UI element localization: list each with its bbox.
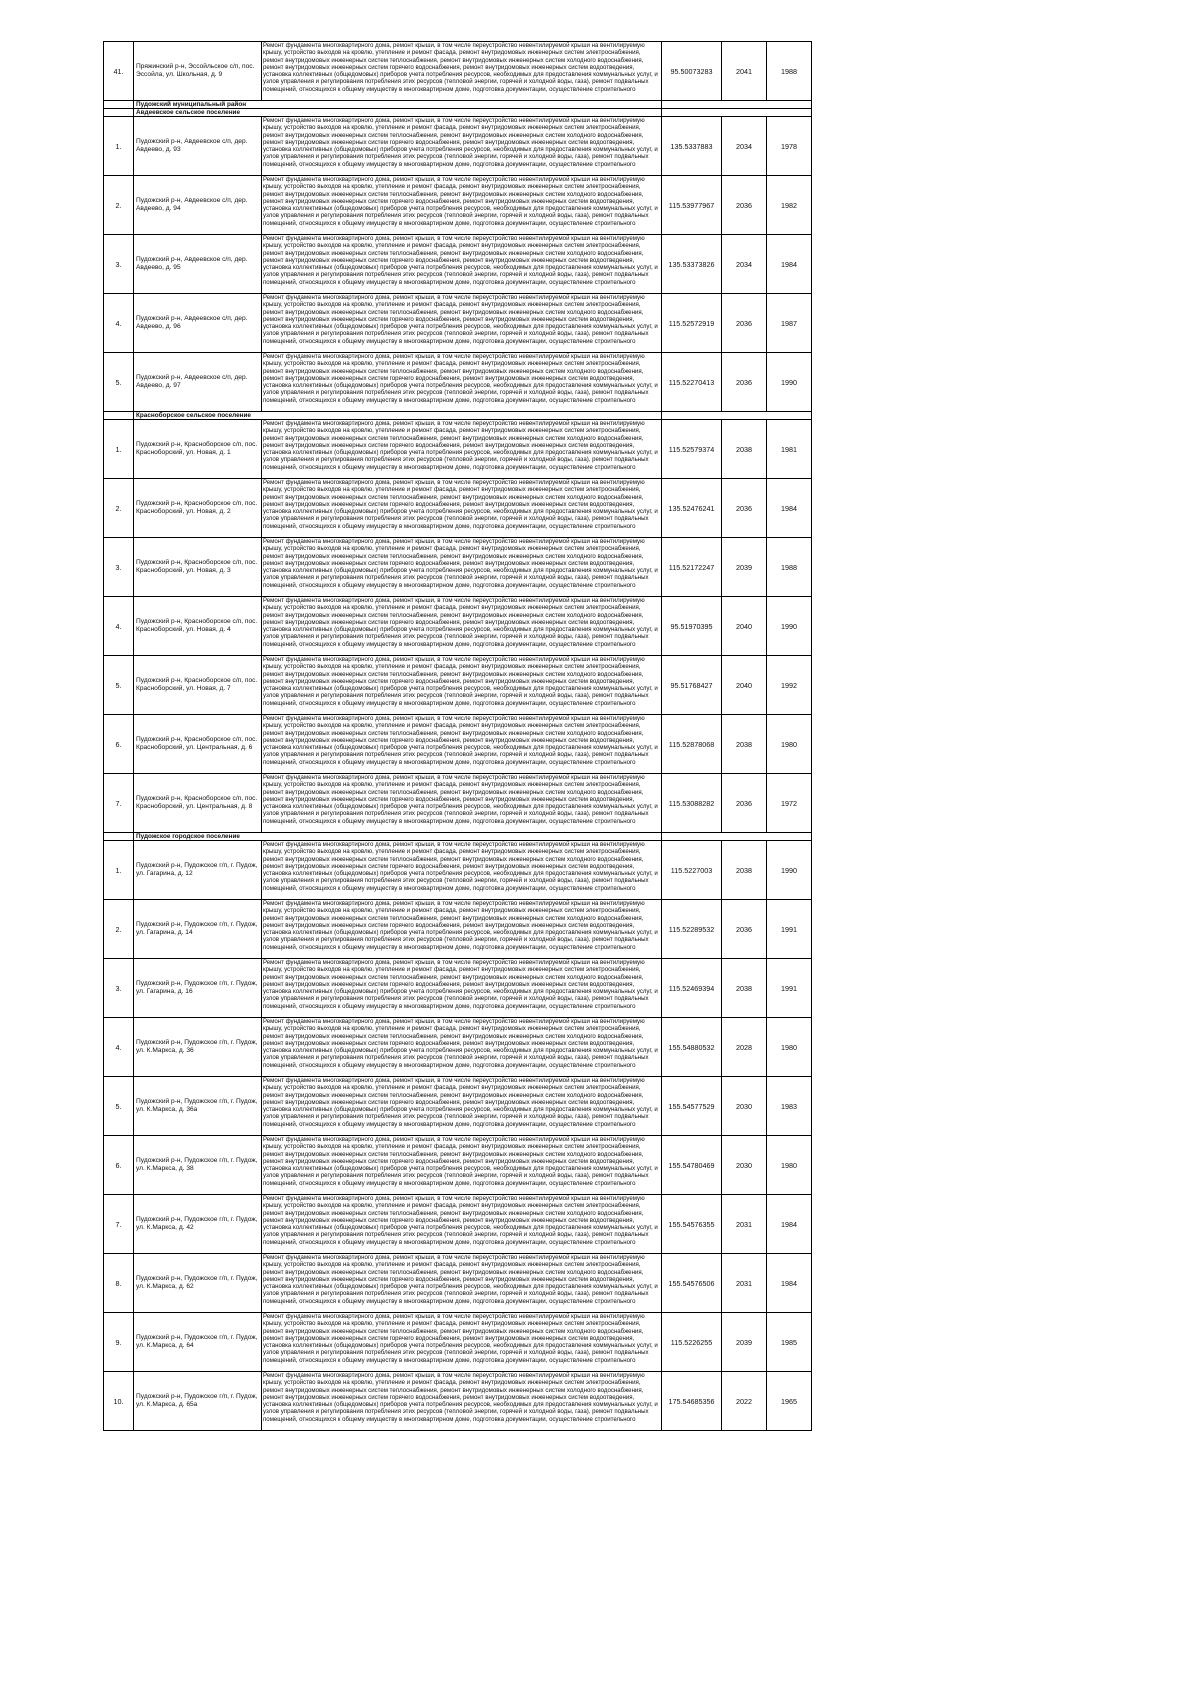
section-title: Пудожское городское поселение (134, 833, 662, 841)
planned-year-cell: 2036 (722, 294, 767, 353)
row-number: 6. (104, 715, 134, 774)
address-cell: Пудожский р-н, Красноборское с/п, пос. Красноборский, ул. Новая, д. 1 (134, 420, 262, 479)
address-cell: Пудожский р-н, Пудожское г/п, г. Пудож, ул. К.Маркса, д. 36а (134, 1077, 262, 1136)
table-row (104, 597, 812, 656)
section-header-row (104, 412, 812, 420)
planned-year-cell: 2041 (722, 42, 767, 101)
work-description-cell (262, 597, 662, 656)
build-year-cell: 1992 (767, 656, 812, 715)
build-year-cell: 1988 (767, 42, 812, 101)
table-row (104, 235, 812, 294)
work-description-text: Ремонт фундамента многоквартирного дома, ремонт крыши, в том числе переустройство невентилируемой крыши на вентилируемую крышу, устройство выходов на кровлю, утепление и ремонт фасада, ремонт внутридомовых инженерных систем электроснабжения, ремонт внутридомовых инженерных систем теплоснабжения, ремонт внутридомовых инженерных систем холодного водоснабжения, ремонт внутридомовых инженерных систем горячего водоснабжения, ремонт внутридомовых инженерных систем водоотведения, установка коллективных (общедомовых) приборов учета потребления ресурсов, необходимых для предоставления коммунальных услуг, и узлов управления и регулирования потребления этих ресурсов (тепловой энергии, горячей и холодной воды, газа), ремонт подвальных помещений, относящихся к общему имуществу в многоквартирном доме, подготовка документации, осуществление строительного (263, 1254, 658, 1305)
address-cell: Пудожский р-н, Авдеевское с/п, дер. Авдеево, д. 95 (134, 235, 262, 294)
work-description-cell (262, 1313, 662, 1372)
work-description-cell (262, 538, 662, 597)
address-cell: Пудожский р-н, Авдеевское с/п, дер. Авдеево, д. 96 (134, 294, 262, 353)
work-description-cell (262, 294, 662, 353)
address-cell: Пудожский р-н, Красноборское с/п, пос. Красноборский, ул. Центральная, д. 8 (134, 774, 262, 833)
work-description-text: Ремонт фундамента многоквартирного дома, ремонт крыши, в том числе переустройство невентилируемой крыши на вентилируемую крышу, устройство выходов на кровлю, утепление и ремонт фасада, ремонт внутридомовых инженерных систем электроснабжения, ремонт внутридомовых инженерных систем теплоснабжения, ремонт внутридомовых инженерных систем холодного водоснабжения, ремонт внутридомовых инженерных систем горячего водоснабжения, ремонт внутридомовых инженерных систем водоотведения, установка коллективных (общедомовых) приборов учета потребления ресурсов, необходимых для предоставления коммунальных услуг, и узлов управления и регулирования потребления этих ресурсов (тепловой энергии, горячей и холодной воды, газа), ремонт подвальных помещений, относящихся к общему имуществу в многоквартирном доме, подготовка документации, осуществление строительного (263, 715, 658, 766)
planned-year-cell: 2022 (722, 1372, 767, 1431)
row-number: 8. (104, 1254, 134, 1313)
planned-year-cell: 2038 (722, 959, 767, 1018)
cost-cell: 155.54577529 (662, 1077, 722, 1136)
section-header-spacer (104, 833, 134, 841)
section-header-filler (662, 109, 812, 117)
table-row (104, 294, 812, 353)
address-cell: Пудожский р-н, Красноборское с/п, пос. Красноборский, ул. Новая, д. 4 (134, 597, 262, 656)
cost-cell: 155.54780469 (662, 1136, 722, 1195)
build-year-cell: 1984 (767, 1254, 812, 1313)
address-cell: Пудожский р-н, Пудожское г/п, г. Пудож, ул. Гагарина, д. 12 (134, 841, 262, 900)
address-cell: Пудожский р-н, Пудожское г/п, г. Пудож, ул. Гагарина, д. 16 (134, 959, 262, 1018)
work-description-cell (262, 1372, 662, 1431)
section-header-spacer (104, 109, 134, 117)
row-number: 7. (104, 1195, 134, 1254)
build-year-cell: 1990 (767, 597, 812, 656)
section-header-filler (662, 833, 812, 841)
planned-year-cell: 2031 (722, 1254, 767, 1313)
row-number: 4. (104, 597, 134, 656)
section-header-spacer (104, 101, 134, 109)
table-row (104, 117, 812, 176)
work-description-cell (262, 1195, 662, 1254)
planned-year-cell: 2028 (722, 1018, 767, 1077)
row-number: 2. (104, 900, 134, 959)
table-row (104, 1195, 812, 1254)
work-description-cell (262, 900, 662, 959)
work-description-cell (262, 235, 662, 294)
planned-year-cell: 2040 (722, 597, 767, 656)
row-number: 3. (104, 235, 134, 294)
address-cell: Пудожский р-н, Авдеевское с/п, дер. Авдеево, д. 93 (134, 117, 262, 176)
planned-year-cell: 2030 (722, 1077, 767, 1136)
work-description-cell (262, 1254, 662, 1313)
planned-year-cell: 2034 (722, 235, 767, 294)
repair-schedule-table (103, 41, 812, 1431)
table-row (104, 841, 812, 900)
cost-cell: 115.53088282 (662, 774, 722, 833)
build-year-cell: 1983 (767, 1077, 812, 1136)
work-description-text: Ремонт фундамента многоквартирного дома, ремонт крыши, в том числе переустройство невентилируемой крыши на вентилируемую крышу, устройство выходов на кровлю, утепление и ремонт фасада, ремонт внутридомовых инженерных систем электроснабжения, ремонт внутридомовых инженерных систем теплоснабжения, ремонт внутридомовых инженерных систем холодного водоснабжения, ремонт внутридомовых инженерных систем горячего водоснабжения, ремонт внутридомовых инженерных систем водоотведения, установка коллективных (общедомовых) приборов учета потребления ресурсов, необходимых для предоставления коммунальных услуг, и узлов управления и регулирования потребления этих ресурсов (тепловой энергии, горячей и холодной воды, газа), ремонт подвальных помещений, относящихся к общему имуществу в многоквартирном доме, подготовка документации, осуществление строительного (263, 176, 658, 227)
build-year-cell: 1972 (767, 774, 812, 833)
cost-cell: 175.54685356 (662, 1372, 722, 1431)
planned-year-cell: 2038 (722, 420, 767, 479)
planned-year-cell: 2036 (722, 900, 767, 959)
table-row (104, 1077, 812, 1136)
work-description-cell (262, 42, 662, 101)
work-description-cell (262, 353, 662, 412)
table-row (104, 353, 812, 412)
row-number: 10. (104, 1372, 134, 1431)
section-title: Авдеевское сельское поселение (134, 109, 662, 117)
cost-cell: 115.52172247 (662, 538, 722, 597)
work-description-text: Ремонт фундамента многоквартирного дома, ремонт крыши, в том числе переустройство невентилируемой крыши на вентилируемую крышу, устройство выходов на кровлю, утепление и ремонт фасада, ремонт внутридомовых инженерных систем электроснабжения, ремонт внутридомовых инженерных систем теплоснабжения, ремонт внутридомовых инженерных систем холодного водоснабжения, ремонт внутридомовых инженерных систем горячего водоснабжения, ремонт внутридомовых инженерных систем водоотведения, установка коллективных (общедомовых) приборов учета потребления ресурсов, необходимых для предоставления коммунальных услуг, и узлов управления и регулирования потребления этих ресурсов (тепловой энергии, горячей и холодной воды, газа), ремонт подвальных помещений, относящихся к общему имуществу в многоквартирном доме, подготовка документации, осуществление строительного (263, 1372, 658, 1423)
build-year-cell: 1984 (767, 1195, 812, 1254)
address-cell: Пудожский р-н, Пудожское г/п, г. Пудож, ул. К.Маркса, д. 42 (134, 1195, 262, 1254)
work-description-cell (262, 117, 662, 176)
table-row (104, 42, 812, 101)
build-year-cell: 1984 (767, 235, 812, 294)
row-number: 5. (104, 353, 134, 412)
work-description-text: Ремонт фундамента многоквартирного дома, ремонт крыши, в том числе переустройство невентилируемой крыши на вентилируемую крышу, устройство выходов на кровлю, утепление и ремонт фасада, ремонт внутридомовых инженерных систем электроснабжения, ремонт внутридомовых инженерных систем теплоснабжения, ремонт внутридомовых инженерных систем холодного водоснабжения, ремонт внутридомовых инженерных систем горячего водоснабжения, ремонт внутридомовых инженерных систем водоотведения, установка коллективных (общедомовых) приборов учета потребления ресурсов, необходимых для предоставления коммунальных услуг, и узлов управления и регулирования потребления этих ресурсов (тепловой энергии, горячей и холодной воды, газа), ремонт подвальных помещений, относящихся к общему имуществу в многоквартирном доме, подготовка документации, осуществление строительного (263, 774, 658, 825)
table-row (104, 1372, 812, 1431)
planned-year-cell: 2039 (722, 538, 767, 597)
table-row (104, 420, 812, 479)
cost-cell: 115.52878068 (662, 715, 722, 774)
section-header-filler (662, 101, 812, 109)
row-number: 41. (104, 42, 134, 101)
address-cell: Пудожский р-н, Пудожское г/п, г. Пудож, ул. К.Маркса, д. 64 (134, 1313, 262, 1372)
planned-year-cell: 2038 (722, 715, 767, 774)
row-number: 1. (104, 117, 134, 176)
section-header-row (104, 101, 812, 109)
table-row (104, 1313, 812, 1372)
table-row (104, 538, 812, 597)
work-description-text: Ремонт фундамента многоквартирного дома, ремонт крыши, в том числе переустройство невентилируемой крыши на вентилируемую крышу, устройство выходов на кровлю, утепление и ремонт фасада, ремонт внутридомовых инженерных систем электроснабжения, ремонт внутридомовых инженерных систем теплоснабжения, ремонт внутридомовых инженерных систем холодного водоснабжения, ремонт внутридомовых инженерных систем горячего водоснабжения, ремонт внутридомовых инженерных систем водоотведения, установка коллективных (общедомовых) приборов учета потребления ресурсов, необходимых для предоставления коммунальных услуг, и узлов управления и регулирования потребления этих ресурсов (тепловой энергии, горячей и холодной воды, газа), ремонт подвальных помещений, относящихся к общему имуществу в многоквартирном доме, подготовка документации, осуществление строительного (263, 597, 658, 648)
work-description-cell (262, 176, 662, 235)
cost-cell: 115.52579374 (662, 420, 722, 479)
cost-cell: 115.52572919 (662, 294, 722, 353)
cost-cell: 95.50073283 (662, 42, 722, 101)
row-number: 3. (104, 959, 134, 1018)
work-description-text: Ремонт фундамента многоквартирного дома, ремонт крыши, в том числе переустройство невентилируемой крыши на вентилируемую крышу, устройство выходов на кровлю, утепление и ремонт фасада, ремонт внутридомовых инженерных систем электроснабжения, ремонт внутридомовых инженерных систем теплоснабжения, ремонт внутридомовых инженерных систем холодного водоснабжения, ремонт внутридомовых инженерных систем горячего водоснабжения, ремонт внутридомовых инженерных систем водоотведения, установка коллективных (общедомовых) приборов учета потребления ресурсов, необходимых для предоставления коммунальных услуг, и узлов управления и регулирования потребления этих ресурсов (тепловой энергии, горячей и холодной воды, газа), ремонт подвальных помещений, относящихся к общему имуществу в многоквартирном доме, подготовка документации, осуществление строительного (263, 656, 658, 707)
planned-year-cell: 2036 (722, 774, 767, 833)
cost-cell: 115.52270413 (662, 353, 722, 412)
row-number: 3. (104, 538, 134, 597)
work-description-text: Ремонт фундамента многоквартирного дома, ремонт крыши, в том числе переустройство невентилируемой крыши на вентилируемую крышу, устройство выходов на кровлю, утепление и ремонт фасада, ремонт внутридомовых инженерных систем электроснабжения, ремонт внутридомовых инженерных систем теплоснабжения, ремонт внутридомовых инженерных систем холодного водоснабжения, ремонт внутридомовых инженерных систем горячего водоснабжения, ремонт внутридомовых инженерных систем водоотведения, установка коллективных (общедомовых) приборов учета потребления ресурсов, необходимых для предоставления коммунальных услуг, и узлов управления и регулирования потребления этих ресурсов (тепловой энергии, горячей и холодной воды, газа), ремонт подвальных помещений, относящихся к общему имуществу в многоквартирном доме, подготовка документации, осуществление строительного (263, 841, 658, 892)
work-description-text: Ремонт фундамента многоквартирного дома, ремонт крыши, в том числе переустройство невентилируемой крыши на вентилируемую крышу, устройство выходов на кровлю, утепление и ремонт фасада, ремонт внутридомовых инженерных систем электроснабжения, ремонт внутридомовых инженерных систем теплоснабжения, ремонт внутридомовых инженерных систем холодного водоснабжения, ремонт внутридомовых инженерных систем горячего водоснабжения, ремонт внутридомовых инженерных систем водоотведения, установка коллективных (общедомовых) приборов учета потребления ресурсов, необходимых для предоставления коммунальных услуг, и узлов управления и регулирования потребления этих ресурсов (тепловой энергии, горячей и холодной воды, газа), ремонт подвальных помещений, относящихся к общему имуществу в многоквартирном доме, подготовка документации, осуществление строительного (263, 235, 658, 286)
work-description-text: Ремонт фундамента многоквартирного дома, ремонт крыши, в том числе переустройство невентилируемой крыши на вентилируемую крышу, устройство выходов на кровлю, утепление и ремонт фасада, ремонт внутридомовых инженерных систем электроснабжения, ремонт внутридомовых инженерных систем теплоснабжения, ремонт внутридомовых инженерных систем холодного водоснабжения, ремонт внутридомовых инженерных систем горячего водоснабжения, ремонт внутридомовых инженерных систем водоотведения, установка коллективных (общедомовых) приборов учета потребления ресурсов, необходимых для предоставления коммунальных услуг, и узлов управления и регулирования потребления этих ресурсов (тепловой энергии, горячей и холодной воды, газа), ремонт подвальных помещений, относящихся к общему имуществу в многоквартирном доме, подготовка документации, осуществление строительного (263, 1136, 658, 1187)
cost-cell: 135.5337883 (662, 117, 722, 176)
work-description-cell (262, 715, 662, 774)
work-description-text: Ремонт фундамента многоквартирного дома, ремонт крыши, в том числе переустройство невентилируемой крыши на вентилируемую крышу, устройство выходов на кровлю, утепление и ремонт фасада, ремонт внутридомовых инженерных систем электроснабжения, ремонт внутридомовых инженерных систем теплоснабжения, ремонт внутридомовых инженерных систем холодного водоснабжения, ремонт внутридомовых инженерных систем горячего водоснабжения, ремонт внутридомовых инженерных систем водоотведения, установка коллективных (общедомовых) приборов учета потребления ресурсов, необходимых для предоставления коммунальных услуг, и узлов управления и регулирования потребления этих ресурсов (тепловой энергии, горячей и холодной воды, газа), ремонт подвальных помещений, относящихся к общему имуществу в многоквартирном доме, подготовка документации, осуществление строительного (263, 42, 658, 93)
cost-cell: 115.52289532 (662, 900, 722, 959)
build-year-cell: 1981 (767, 420, 812, 479)
section-header-row (104, 833, 812, 841)
address-cell: Пудожский р-н, Красноборское с/п, пос. Красноборский, ул. Новая, д. 2 (134, 479, 262, 538)
work-description-text: Ремонт фундамента многоквартирного дома, ремонт крыши, в том числе переустройство невентилируемой крыши на вентилируемую крышу, устройство выходов на кровлю, утепление и ремонт фасада, ремонт внутридомовых инженерных систем электроснабжения, ремонт внутридомовых инженерных систем теплоснабжения, ремонт внутридомовых инженерных систем холодного водоснабжения, ремонт внутридомовых инженерных систем горячего водоснабжения, ремонт внутридомовых инженерных систем водоотведения, установка коллективных (общедомовых) приборов учета потребления ресурсов, необходимых для предоставления коммунальных услуг, и узлов управления и регулирования потребления этих ресурсов (тепловой энергии, горячей и холодной воды, газа), ремонт подвальных помещений, относящихся к общему имуществу в многоквартирном доме, подготовка документации, осуществление строительного (263, 1195, 658, 1246)
row-number: 6. (104, 1136, 134, 1195)
build-year-cell: 1987 (767, 294, 812, 353)
build-year-cell: 1982 (767, 176, 812, 235)
build-year-cell: 1991 (767, 959, 812, 1018)
cost-cell: 155.54576355 (662, 1195, 722, 1254)
address-cell: Пряжинский р-н, Эссойльское с/п, пос. Эссойла, ул. Школьная, д. 9 (134, 42, 262, 101)
planned-year-cell: 2030 (722, 1136, 767, 1195)
work-description-cell (262, 479, 662, 538)
work-description-text: Ремонт фундамента многоквартирного дома, ремонт крыши, в том числе переустройство невентилируемой крыши на вентилируемую крышу, устройство выходов на кровлю, утепление и ремонт фасада, ремонт внутридомовых инженерных систем электроснабжения, ремонт внутридомовых инженерных систем теплоснабжения, ремонт внутридомовых инженерных систем холодного водоснабжения, ремонт внутридомовых инженерных систем горячего водоснабжения, ремонт внутридомовых инженерных систем водоотведения, установка коллективных (общедомовых) приборов учета потребления ресурсов, необходимых для предоставления коммунальных услуг, и узлов управления и регулирования потребления этих ресурсов (тепловой энергии, горячей и холодной воды, газа), ремонт подвальных помещений, относящихся к общему имуществу в многоквартирном доме, подготовка документации, осуществление строительного (263, 1313, 658, 1364)
planned-year-cell: 2036 (722, 479, 767, 538)
build-year-cell: 1980 (767, 1136, 812, 1195)
build-year-cell: 1991 (767, 900, 812, 959)
address-cell: Пудожский р-н, Пудожское г/п, г. Пудож, ул. К.Маркса, д. 62 (134, 1254, 262, 1313)
build-year-cell: 1990 (767, 841, 812, 900)
row-number: 2. (104, 176, 134, 235)
cost-cell: 155.54880532 (662, 1018, 722, 1077)
work-description-text: Ремонт фундамента многоквартирного дома, ремонт крыши, в том числе переустройство невентилируемой крыши на вентилируемую крышу, устройство выходов на кровлю, утепление и ремонт фасада, ремонт внутридомовых инженерных систем электроснабжения, ремонт внутридомовых инженерных систем теплоснабжения, ремонт внутридомовых инженерных систем холодного водоснабжения, ремонт внутридомовых инженерных систем горячего водоснабжения, ремонт внутридомовых инженерных систем водоотведения, установка коллективных (общедомовых) приборов учета потребления ресурсов, необходимых для предоставления коммунальных услуг, и узлов управления и регулирования потребления этих ресурсов (тепловой энергии, горячей и холодной воды, газа), ремонт подвальных помещений, относящихся к общему имуществу в многоквартирном доме, подготовка документации, осуществление строительного (263, 900, 658, 951)
work-description-text: Ремонт фундамента многоквартирного дома, ремонт крыши, в том числе переустройство невентилируемой крыши на вентилируемую крышу, устройство выходов на кровлю, утепление и ремонт фасада, ремонт внутридомовых инженерных систем электроснабжения, ремонт внутридомовых инженерных систем теплоснабжения, ремонт внутридомовых инженерных систем холодного водоснабжения, ремонт внутридомовых инженерных систем горячего водоснабжения, ремонт внутридомовых инженерных систем водоотведения, установка коллективных (общедомовых) приборов учета потребления ресурсов, необходимых для предоставления коммунальных услуг, и узлов управления и регулирования потребления этих ресурсов (тепловой энергии, горячей и холодной воды, газа), ремонт подвальных помещений, относящихся к общему имуществу в многоквартирном доме, подготовка документации, осуществление строительного (263, 538, 658, 589)
section-header-row (104, 109, 812, 117)
table-body (104, 42, 812, 1431)
cost-cell: 115.53977967 (662, 176, 722, 235)
work-description-cell (262, 774, 662, 833)
address-cell: Пудожский р-н, Пудожское г/п, г. Пудож, ул. К.Маркса, д. 65а (134, 1372, 262, 1431)
cost-cell: 95.51970395 (662, 597, 722, 656)
row-number: 9. (104, 1313, 134, 1372)
row-number: 4. (104, 294, 134, 353)
row-number: 1. (104, 420, 134, 479)
cost-cell: 95.51768427 (662, 656, 722, 715)
planned-year-cell: 2031 (722, 1195, 767, 1254)
build-year-cell: 1980 (767, 1018, 812, 1077)
address-cell: Пудожский р-н, Пудожское г/п, г. Пудож, ул. К.Маркса, д. 38 (134, 1136, 262, 1195)
work-description-cell (262, 420, 662, 479)
table-row (104, 1136, 812, 1195)
work-description-text: Ремонт фундамента многоквартирного дома, ремонт крыши, в том числе переустройство невентилируемой крыши на вентилируемую крышу, устройство выходов на кровлю, утепление и ремонт фасада, ремонт внутридомовых инженерных систем электроснабжения, ремонт внутридомовых инженерных систем теплоснабжения, ремонт внутридомовых инженерных систем холодного водоснабжения, ремонт внутридомовых инженерных систем горячего водоснабжения, ремонт внутридомовых инженерных систем водоотведения, установка коллективных (общедомовых) приборов учета потребления ресурсов, необходимых для предоставления коммунальных услуг, и узлов управления и регулирования потребления этих ресурсов (тепловой энергии, горячей и холодной воды, газа), ремонт подвальных помещений, относящихся к общему имуществу в многоквартирном доме, подготовка документации, осуществление строительного (263, 1077, 658, 1128)
work-description-text: Ремонт фундамента многоквартирного дома, ремонт крыши, в том числе переустройство невентилируемой крыши на вентилируемую крышу, устройство выходов на кровлю, утепление и ремонт фасада, ремонт внутридомовых инженерных систем электроснабжения, ремонт внутридомовых инженерных систем теплоснабжения, ремонт внутридомовых инженерных систем холодного водоснабжения, ремонт внутридомовых инженерных систем горячего водоснабжения, ремонт внутридомовых инженерных систем водоотведения, установка коллективных (общедомовых) приборов учета потребления ресурсов, необходимых для предоставления коммунальных услуг, и узлов управления и регулирования потребления этих ресурсов (тепловой энергии, горячей и холодной воды, газа), ремонт подвальных помещений, относящихся к общему имуществу в многоквартирном доме, подготовка документации, осуществление строительного (263, 294, 658, 345)
section-title: Красноборское сельское поселение (134, 412, 662, 420)
table-row (104, 900, 812, 959)
table-row (104, 715, 812, 774)
row-number: 1. (104, 841, 134, 900)
row-number: 5. (104, 656, 134, 715)
work-description-cell (262, 1018, 662, 1077)
work-description-text: Ремонт фундамента многоквартирного дома, ремонт крыши, в том числе переустройство невентилируемой крыши на вентилируемую крышу, устройство выходов на кровлю, утепление и ремонт фасада, ремонт внутридомовых инженерных систем электроснабжения, ремонт внутридомовых инженерных систем теплоснабжения, ремонт внутридомовых инженерных систем холодного водоснабжения, ремонт внутридомовых инженерных систем горячего водоснабжения, ремонт внутридомовых инженерных систем водоотведения, установка коллективных (общедомовых) приборов учета потребления ресурсов, необходимых для предоставления коммунальных услуг, и узлов управления и регулирования потребления этих ресурсов (тепловой энергии, горячей и холодной воды, газа), ремонт подвальных помещений, относящихся к общему имуществу в многоквартирном доме, подготовка документации, осуществление строительного (263, 353, 658, 404)
cost-cell: 135.52476241 (662, 479, 722, 538)
row-number: 5. (104, 1077, 134, 1136)
work-description-cell (262, 1077, 662, 1136)
row-number: 7. (104, 774, 134, 833)
work-description-text: Ремонт фундамента многоквартирного дома, ремонт крыши, в том числе переустройство невентилируемой крыши на вентилируемую крышу, устройство выходов на кровлю, утепление и ремонт фасада, ремонт внутридомовых инженерных систем электроснабжения, ремонт внутридомовых инженерных систем теплоснабжения, ремонт внутридомовых инженерных систем холодного водоснабжения, ремонт внутридомовых инженерных систем горячего водоснабжения, ремонт внутридомовых инженерных систем водоотведения, установка коллективных (общедомовых) приборов учета потребления ресурсов, необходимых для предоставления коммунальных услуг, и узлов управления и регулирования потребления этих ресурсов (тепловой энергии, горячей и холодной воды, газа), ремонт подвальных помещений, относящихся к общему имуществу в многоквартирном доме, подготовка документации, осуществление строительного (263, 959, 658, 1010)
work-description-cell (262, 656, 662, 715)
build-year-cell: 1988 (767, 538, 812, 597)
address-cell: Пудожский р-н, Красноборское с/п, пос. Красноборский, ул. Новая, д. 3 (134, 538, 262, 597)
cost-cell: 115.5227003 (662, 841, 722, 900)
address-cell: Пудожский р-н, Авдеевское с/п, дер. Авдеево, д. 97 (134, 353, 262, 412)
planned-year-cell: 2038 (722, 841, 767, 900)
planned-year-cell: 2036 (722, 176, 767, 235)
table-row (104, 774, 812, 833)
cost-cell: 155.54576506 (662, 1254, 722, 1313)
table-row (104, 479, 812, 538)
section-header-spacer (104, 412, 134, 420)
table-row (104, 959, 812, 1018)
section-title: Пудожский муниципальный район (134, 101, 662, 109)
cost-cell: 115.5226255 (662, 1313, 722, 1372)
address-cell: Пудожский р-н, Пудожское г/п, г. Пудож, ул. К.Маркса, д. 36 (134, 1018, 262, 1077)
build-year-cell: 1978 (767, 117, 812, 176)
work-description-text: Ремонт фундамента многоквартирного дома, ремонт крыши, в том числе переустройство невентилируемой крыши на вентилируемую крышу, устройство выходов на кровлю, утепление и ремонт фасада, ремонт внутридомовых инженерных систем электроснабжения, ремонт внутридомовых инженерных систем теплоснабжения, ремонт внутридомовых инженерных систем холодного водоснабжения, ремонт внутридомовых инженерных систем горячего водоснабжения, ремонт внутридомовых инженерных систем водоотведения, установка коллективных (общедомовых) приборов учета потребления ресурсов, необходимых для предоставления коммунальных услуг, и узлов управления и регулирования потребления этих ресурсов (тепловой энергии, горячей и холодной воды, газа), ремонт подвальных помещений, относящихся к общему имуществу в многоквартирном доме, подготовка документации, осуществление строительного (263, 479, 658, 530)
build-year-cell: 1990 (767, 353, 812, 412)
table-row (104, 176, 812, 235)
work-description-text: Ремонт фундамента многоквартирного дома, ремонт крыши, в том числе переустройство невентилируемой крыши на вентилируемую крышу, устройство выходов на кровлю, утепление и ремонт фасада, ремонт внутридомовых инженерных систем электроснабжения, ремонт внутридомовых инженерных систем теплоснабжения, ремонт внутридомовых инженерных систем холодного водоснабжения, ремонт внутридомовых инженерных систем горячего водоснабжения, ремонт внутридомовых инженерных систем водоотведения, установка коллективных (общедомовых) приборов учета потребления ресурсов, необходимых для предоставления коммунальных услуг, и узлов управления и регулирования потребления этих ресурсов (тепловой энергии, горячей и холодной воды, газа), ремонт подвальных помещений, относящихся к общему имуществу в многоквартирном доме, подготовка документации, осуществление строительного (263, 1018, 658, 1069)
cost-cell: 135.53373826 (662, 235, 722, 294)
work-description-cell (262, 1136, 662, 1195)
planned-year-cell: 2034 (722, 117, 767, 176)
table-row (104, 1254, 812, 1313)
build-year-cell: 1985 (767, 1313, 812, 1372)
address-cell: Пудожский р-н, Авдеевское с/п, дер. Авдеево, д. 94 (134, 176, 262, 235)
work-description-text: Ремонт фундамента многоквартирного дома, ремонт крыши, в том числе переустройство невентилируемой крыши на вентилируемую крышу, устройство выходов на кровлю, утепление и ремонт фасада, ремонт внутридомовых инженерных систем электроснабжения, ремонт внутридомовых инженерных систем теплоснабжения, ремонт внутридомовых инженерных систем холодного водоснабжения, ремонт внутридомовых инженерных систем горячего водоснабжения, ремонт внутридомовых инженерных систем водоотведения, установка коллективных (общедомовых) приборов учета потребления ресурсов, необходимых для предоставления коммунальных услуг, и узлов управления и регулирования потребления этих ресурсов (тепловой энергии, горячей и холодной воды, газа), ремонт подвальных помещений, относящихся к общему имуществу в многоквартирном доме, подготовка документации, осуществление строительного (263, 117, 658, 168)
row-number: 2. (104, 479, 134, 538)
planned-year-cell: 2036 (722, 353, 767, 412)
row-number: 4. (104, 1018, 134, 1077)
build-year-cell: 1984 (767, 479, 812, 538)
table-row (104, 1018, 812, 1077)
build-year-cell: 1980 (767, 715, 812, 774)
address-cell: Пудожский р-н, Пудожское г/п, г. Пудож, ул. Гагарина, д. 14 (134, 900, 262, 959)
work-description-cell (262, 959, 662, 1018)
address-cell: Пудожский р-н, Красноборское с/п, пос. Красноборский, ул. Новая, д. 7 (134, 656, 262, 715)
work-description-cell (262, 841, 662, 900)
work-description-text: Ремонт фундамента многоквартирного дома, ремонт крыши, в том числе переустройство невентилируемой крыши на вентилируемую крышу, устройство выходов на кровлю, утепление и ремонт фасада, ремонт внутридомовых инженерных систем электроснабжения, ремонт внутридомовых инженерных систем теплоснабжения, ремонт внутридомовых инженерных систем холодного водоснабжения, ремонт внутридомовых инженерных систем горячего водоснабжения, ремонт внутридомовых инженерных систем водоотведения, установка коллективных (общедомовых) приборов учета потребления ресурсов, необходимых для предоставления коммунальных услуг, и узлов управления и регулирования потребления этих ресурсов (тепловой энергии, горячей и холодной воды, газа), ремонт подвальных помещений, относящихся к общему имуществу в многоквартирном доме, подготовка документации, осуществление строительного (263, 420, 658, 471)
build-year-cell: 1965 (767, 1372, 812, 1431)
planned-year-cell: 2040 (722, 656, 767, 715)
address-cell: Пудожский р-н, Красноборское с/п, пос. Красноборский, ул. Центральная, д. 6 (134, 715, 262, 774)
section-header-filler (662, 412, 812, 420)
document-page (103, 41, 811, 1431)
cost-cell: 115.52469394 (662, 959, 722, 1018)
planned-year-cell: 2039 (722, 1313, 767, 1372)
table-row (104, 656, 812, 715)
